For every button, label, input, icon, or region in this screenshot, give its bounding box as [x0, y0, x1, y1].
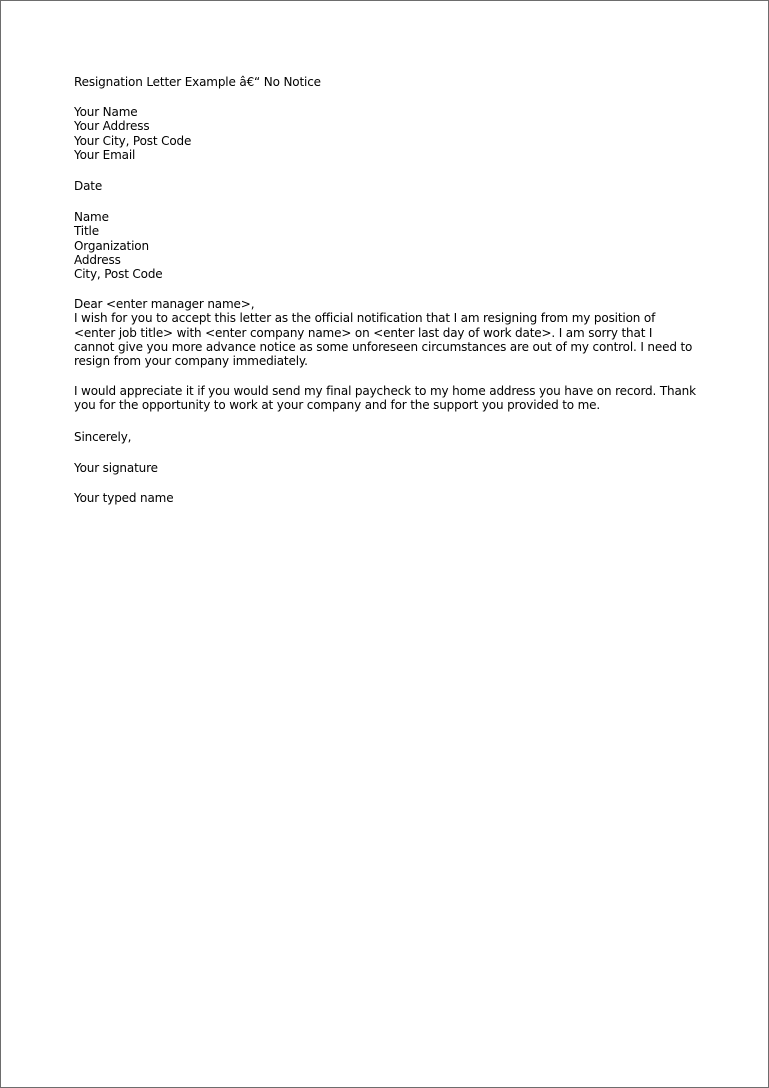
- sender-email: Your Email: [74, 147, 136, 162]
- closing: Sincerely,: [74, 429, 132, 444]
- sender-name: Your Name: [74, 105, 138, 120]
- signature-placeholder: Your signature: [74, 460, 158, 475]
- letter-title: Resignation Letter Example â€“ No Notice: [74, 75, 321, 89]
- recipient-address: Address: [74, 252, 121, 267]
- salutation: Dear <enter manager name>,: [74, 297, 255, 312]
- letter-body: [74, 73, 714, 505]
- paragraph-line: cannot give you more advance notice as some unforeseen circumstances are out of my control. I need to: [74, 339, 693, 354]
- typed-name: Your typed name: [74, 491, 174, 506]
- letter-date: Date: [74, 179, 103, 194]
- recipient-title: Title: [74, 224, 99, 239]
- recipient-city: City, Post Code: [74, 267, 163, 282]
- sender-city: Your City, Post Code: [74, 133, 192, 148]
- recipient-organization: Organization: [74, 238, 149, 253]
- sender-address: Your Address: [74, 119, 150, 134]
- paragraph-line: I wish for you to accept this letter as the official notification that I am resigning from my position of: [74, 311, 656, 326]
- paragraph-line: I would appreciate it if you would send my final paycheck to my home address you have on record. Thank: [74, 384, 696, 399]
- paragraph-line: you for the opportunity to work at your company and for the support you provided to me.: [74, 398, 601, 413]
- sender-block: [74, 105, 714, 162]
- paragraph-line: <enter job title> with <enter company name> on <enter last day of work date>. I am sorry that I: [74, 325, 653, 340]
- paragraph-two: [74, 384, 714, 412]
- paragraph-line: resign from your company immediately.: [74, 354, 308, 369]
- paragraph-one: [74, 297, 714, 368]
- recipient-name: Name: [74, 210, 109, 225]
- recipient-block: [74, 210, 714, 281]
